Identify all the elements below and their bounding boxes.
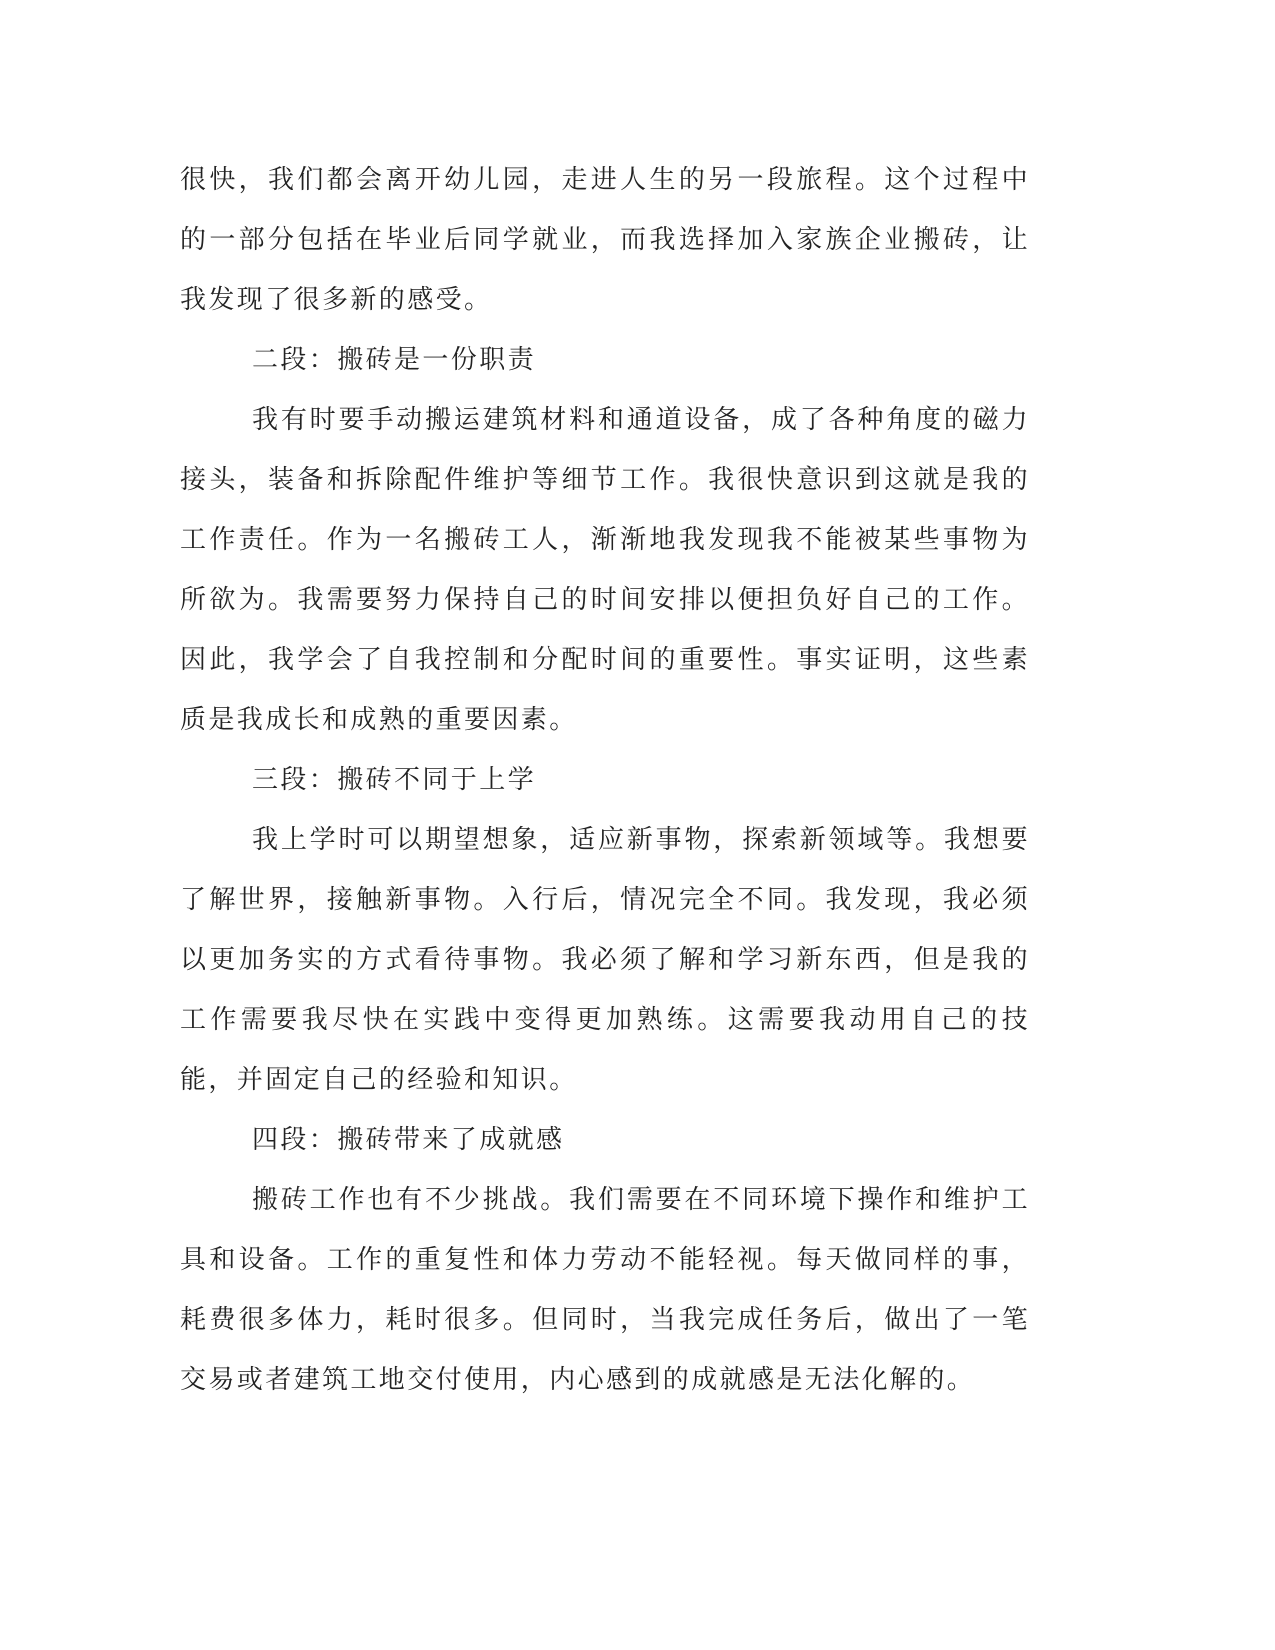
paragraph-section-2: 我有时要手动搬运建筑材料和通道设备，成了各种角度的磁力接头，装备和拆除配件维护等细节工作。我很快意识到这就是我的工作责任。作为一名搬砖工人，渐渐地我发现我不能被某些事物为所欲为。我需要努力保持自己的时间安排以便担负好自己的工作。因此，我学会了自我控制和分配时间的重要性。事实证明，这些素质是我成长和成熟的重要因素。 [180, 405, 1030, 735]
paragraph-section-4: 搬砖工作也有不少挑战。我们需要在不同环境下操作和维护工具和设备。工作的重复性和体力劳动不能轻视。每天做同样的事，耗费很多体力，耗时很多。但同时，当我完成任务后，做出了一笔交易或者建筑工地交付使用，内心感到的成就感是无法化解的。 [180, 1185, 1030, 1395]
document-body [180, 150, 1030, 1410]
paragraph-intro: 很快，我们都会离开幼儿园，走进人生的另一段旅程。这个过程中的一部分包括在毕业后同学就业，而我选择加入家族企业搬砖，让我发现了很多新的感受。 [180, 165, 1030, 315]
paragraph-section-3: 我上学时可以期望想象，适应新事物，探索新领域等。我想要了解世界，接触新事物。入行后，情况完全不同。我发现，我必须以更加务实的方式看待事物。我必须了解和学习新东西，但是我的工作需要我尽快在实践中变得更加熟练。这需要我动用自己的技能，并固定自己的经验和知识。 [180, 825, 1030, 1095]
section-heading-2: 二段：搬砖是一份职责 [252, 345, 537, 375]
section-heading-4: 四段：搬砖带来了成就感 [252, 1125, 565, 1155]
section-heading-3: 三段：搬砖不同于上学 [252, 765, 537, 795]
